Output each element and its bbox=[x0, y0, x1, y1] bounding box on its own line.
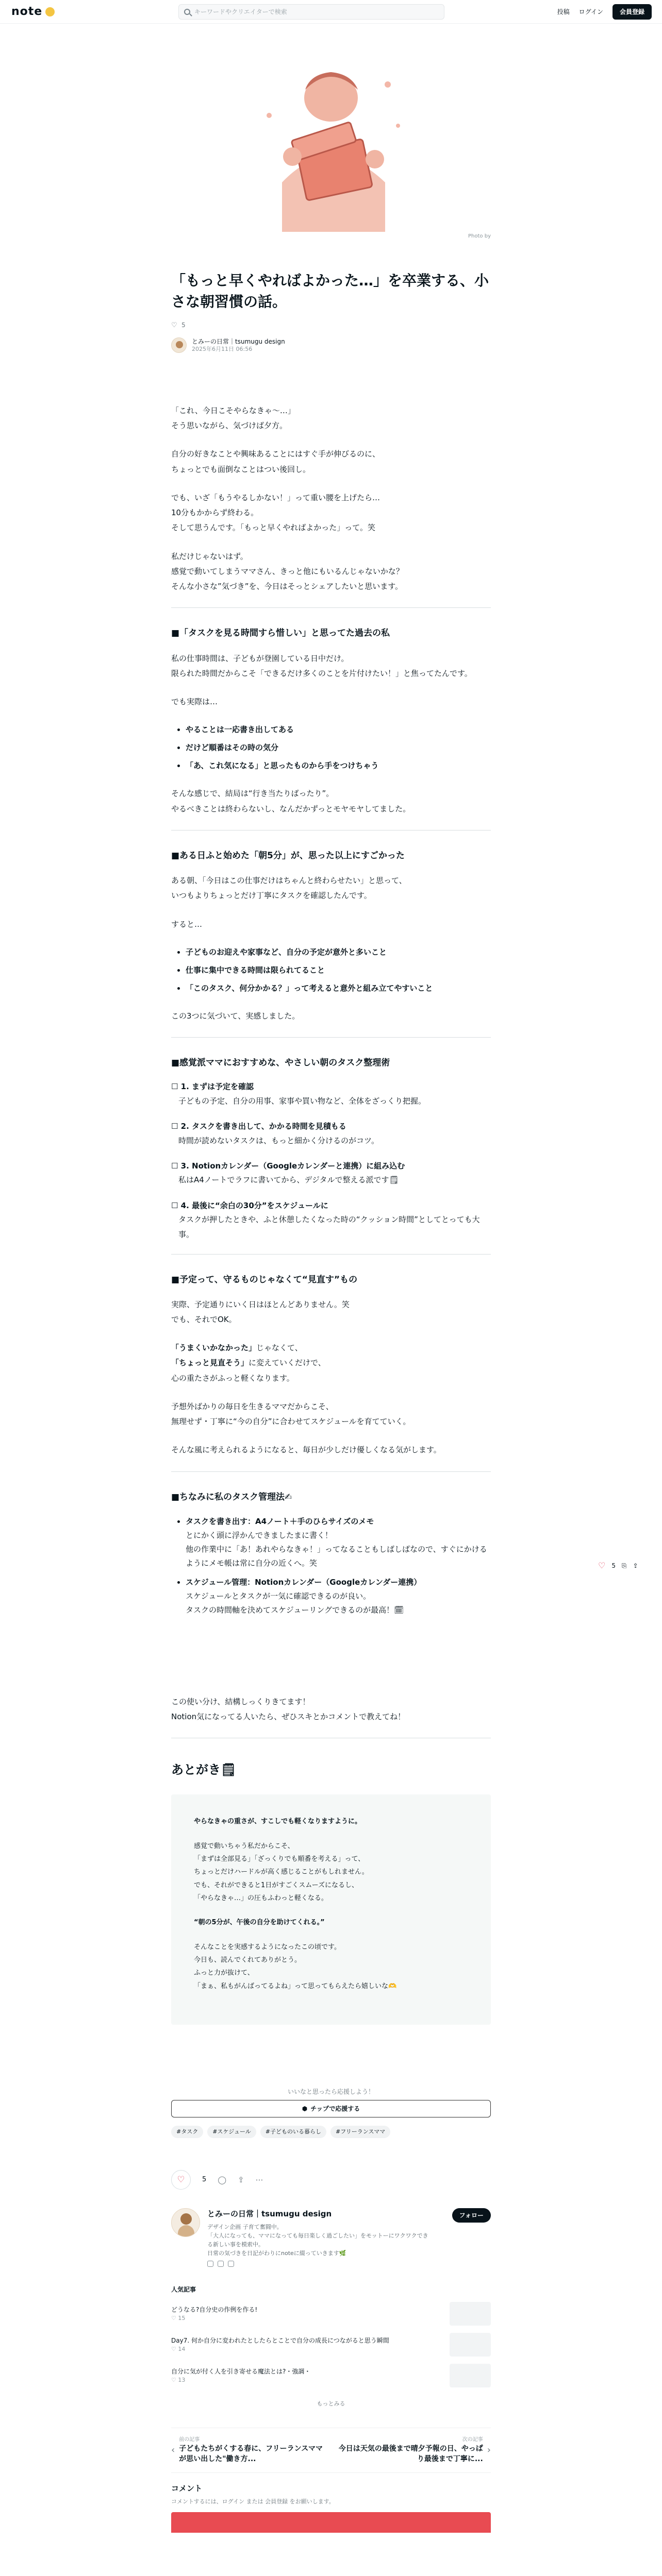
tag[interactable]: #フリーランスママ bbox=[330, 2126, 390, 2138]
author-row bbox=[171, 337, 491, 353]
thumbnail bbox=[450, 2364, 491, 2387]
creator-name[interactable]: とみーの日常｜tsumugu design bbox=[207, 2209, 332, 2218]
popular-title: どうなる?自分史の作例を作る! bbox=[171, 2306, 258, 2313]
text: じゃなくて、 bbox=[256, 1343, 303, 1353]
step-body: 私はA4ノートでラフに書いてから、デジタルで整える派です🗒 bbox=[178, 1175, 399, 1185]
step-item bbox=[171, 1199, 491, 1243]
popular-title: 自分に気が付く人を引き寄せる魔法とは?・強調・ bbox=[171, 2368, 311, 2375]
action-bar bbox=[171, 2170, 491, 2190]
author-name[interactable]: とみーの日常｜tsumugu design bbox=[192, 337, 285, 345]
list-item: • だけど順番はその時の気分 bbox=[186, 741, 491, 755]
list-item[interactable] bbox=[171, 2333, 491, 2357]
tag-list bbox=[171, 2126, 491, 2138]
list-item: • 「あ、これ気になる」と思ったものから手をつけちゃう bbox=[186, 759, 491, 773]
paragraph: 実際、予定通りにいく日はほとんどありません。笑 でも、それでOK。 bbox=[171, 1299, 350, 1324]
note-logo[interactable] bbox=[11, 5, 55, 19]
signup-button[interactable]: 会員登録 bbox=[613, 4, 652, 20]
thumbnail bbox=[450, 2333, 491, 2357]
paragraph bbox=[171, 1341, 491, 1386]
hero-image bbox=[171, 54, 491, 232]
list-item bbox=[186, 1575, 491, 1617]
section-heading: ■ちなみに私のタスク管理法✍ bbox=[171, 1492, 292, 1502]
more-link[interactable]: もっとみる bbox=[317, 2400, 345, 2407]
popular-likes: ♡ 13 bbox=[171, 2377, 186, 2383]
paragraph: そんな風に考えられるようになると、毎日が少しだけ優しくなる気がします。 bbox=[171, 1445, 441, 1455]
avatar[interactable] bbox=[171, 337, 187, 353]
divider bbox=[171, 1037, 491, 1038]
social-links bbox=[207, 2261, 429, 2267]
item-heading: • スケジュール管理：Notionカレンダー（Googleカレンダー連携） bbox=[186, 1577, 422, 1587]
quote-line: “朝の5分が、午後の自分を助けてくれる。” bbox=[194, 1919, 325, 1927]
tip-button[interactable] bbox=[171, 2100, 491, 2117]
list-item: • 仕事に集中できる時間は限られてること bbox=[186, 963, 491, 977]
afterword-quote bbox=[171, 1794, 491, 2025]
afterword-title: あとがき🗒 bbox=[171, 1762, 237, 1777]
global-header bbox=[0, 0, 662, 24]
meta-row bbox=[171, 319, 491, 331]
popular-likes: ♡ 14 bbox=[171, 2346, 186, 2352]
divider bbox=[171, 830, 491, 831]
list-item[interactable] bbox=[171, 2302, 491, 2326]
like-count: 5 bbox=[202, 2175, 207, 2183]
section-heading: ■「タスクを見る時間すら惜しい」と思ってた過去の私 bbox=[171, 628, 390, 639]
instagram-icon[interactable] bbox=[207, 2261, 213, 2267]
paragraph: 予想外ばかりの毎日を生きるママだからこそ、 無理せず・丁寧に“今の自分”に合わせてスケジュールを育てていく。 bbox=[171, 1401, 411, 1427]
tag[interactable]: #スケジュール bbox=[207, 2126, 256, 2138]
step-heading: ☐ 2. タスクを書き出して、かかる時間を見積もる bbox=[171, 1122, 346, 1131]
tag[interactable]: #タスク bbox=[171, 2126, 203, 2138]
paragraph: そんな感じで、結局は“行き当たりばったり”。 やるべきことは終わらないし、なんだかずっとモヤモヤしてました。 bbox=[171, 789, 411, 814]
paragraph: でも実際は… bbox=[171, 697, 218, 707]
step-item bbox=[171, 1080, 491, 1109]
article bbox=[171, 242, 491, 2533]
bullet-list bbox=[186, 945, 491, 995]
list-item: • やることは一応書き出してある bbox=[186, 723, 491, 737]
article-body bbox=[171, 403, 491, 2025]
step-item bbox=[171, 1160, 491, 1188]
quote-line: やらなきゃの重さが、すこしでも軽くなりますように。 bbox=[194, 1818, 362, 1826]
popular-likes: ♡ 15 bbox=[171, 2315, 186, 2321]
login-link[interactable]: ログイン bbox=[578, 8, 603, 15]
share-icon[interactable]: ⇪ bbox=[238, 2175, 244, 2184]
logo-mark-icon bbox=[45, 7, 55, 16]
share-icon[interactable]: ⇪ bbox=[633, 1562, 638, 1569]
thumbnail bbox=[450, 2302, 491, 2326]
item-heading: • タスクを書き出す：A4ノート＋手のひらサイズのメモ bbox=[186, 1516, 374, 1526]
step-item bbox=[171, 1120, 491, 1148]
divider bbox=[171, 1254, 491, 1255]
divider bbox=[171, 607, 491, 608]
next-label: 次の記事 bbox=[462, 2437, 483, 2443]
step-body: 時間が読めないタスクは、もっと細かく分けるのがコツ。 bbox=[178, 1136, 379, 1145]
list-item: • 「このタスク、何分かかる？」って考えると意外と組み立てやすいこと bbox=[186, 981, 491, 995]
support-section bbox=[171, 2087, 491, 2117]
divider bbox=[171, 1471, 491, 1472]
intro-paragraph: 「これ、今日こそやらなきゃ〜…」 そう思いながら、気づけば夕方。 bbox=[171, 405, 295, 431]
bullet-list bbox=[186, 1515, 491, 1617]
heart-icon[interactable]: ♡ bbox=[598, 1561, 606, 1570]
comments-heading: コメント bbox=[171, 2484, 203, 2493]
search-icon bbox=[184, 9, 190, 15]
emphasis: 「ちょっと見直そう」 bbox=[171, 1358, 249, 1368]
step-body: タスクが押したときや、ふと休憩したくなった時の“クッション時間”としてとっても大事。 bbox=[178, 1215, 480, 1240]
comment-icon[interactable]: ◯ bbox=[218, 2175, 227, 2184]
paragraph: ある朝、「今日はこの仕事だけはちゃんと終わらせたい」と思って、 いつもよりちょっとだけ丁寧にタスクを確認したんです。 bbox=[171, 876, 407, 901]
logo-text: note bbox=[11, 5, 43, 18]
quote-line: 感覚で動いちゃう私だからこそ、 「まずは全部見る」「ざっくりでも順番を考える」って、 ちょっとだけハードルが高く感じることがもしれません。 でも、それができると1日がすごくスムーズになるし、 「やらなきゃ…」の圧もふわっと軽くなる。 bbox=[194, 1842, 369, 1902]
tip-label: チップで応援する bbox=[310, 2105, 360, 2112]
article-nav bbox=[171, 2428, 491, 2473]
step-body: 子どもの予定、自分の用事、家事や買い物など、全体をざっくり把握。 bbox=[178, 1096, 426, 1106]
chevron-left-icon: ‹ bbox=[171, 2444, 175, 2455]
step-heading: ☐ 3. Notionカレンダー（Googleカレンダーと連携）に組み込む bbox=[171, 1161, 405, 1171]
intro-paragraph: 私だけじゃないはず。 感覚で動いてしまうママさん、きっと他にもいるんじゃないかな？ そんな小さな”気づき”を、今日はそっとシェアしたいと思います。 bbox=[171, 551, 404, 591]
promo-banner[interactable] bbox=[171, 2512, 491, 2533]
emphasis: 「うまくいかなかった」 bbox=[171, 1343, 257, 1353]
post-button[interactable]: 投稿 bbox=[557, 8, 570, 15]
intro-paragraph: でも、いざ「もうやるしかない！」って重い腰を上げたら… 10分もかからず終わる。 そして思うんです。「もっと早くやればよかった」って。笑 bbox=[171, 493, 380, 533]
article-title: 「もっと早くやればよかった…」を卒業する、小さな朝習慣の話。 bbox=[171, 272, 489, 310]
hero-illustration bbox=[171, 54, 491, 232]
step-heading: ☐ 4. 最後に“余白の30分”をスケジュールに bbox=[171, 1200, 328, 1210]
text: に変えていくだけで、 心の重たさがふっと軽くなります。 bbox=[171, 1358, 326, 1383]
photo-credit: Photo by bbox=[468, 233, 491, 239]
section-heading: ■予定って、守るものじゃなくて“見直す”もの bbox=[171, 1274, 358, 1285]
paragraph: すると… bbox=[171, 919, 203, 929]
support-label: いいなと思ったら応援しよう！ bbox=[287, 2088, 374, 2095]
tag[interactable]: #子どものいる暮らし bbox=[260, 2126, 326, 2138]
paragraph: この3つに気づいて、実感しました。 bbox=[171, 1011, 300, 1021]
section-heading: ■ある日ふと始めた「朝5分」が、思った以上にすごかった bbox=[171, 850, 405, 861]
step-heading: ☐ 1. まずは予定を確認 bbox=[171, 1082, 254, 1092]
post-date: 2025年6月11日 06:56 bbox=[192, 345, 253, 352]
item-body: とにかく頭に浮かんできましたまに書く！ 他の作業中に「あ！あれやらなきゃ！」ってなることもしばしばなので、すぐにかけるようにメモ帳は常に自分の近くへ。笑 bbox=[186, 1530, 487, 1568]
next-article[interactable] bbox=[336, 2436, 491, 2464]
list-item: • 子どものお迎えや家事など、自分の予定が意外と多いこと bbox=[186, 945, 491, 959]
bullet-list bbox=[186, 723, 491, 773]
side-like-count: 5 bbox=[611, 1562, 616, 1569]
prev-label: 前の記事 bbox=[179, 2437, 200, 2443]
more-icon[interactable]: ⋯ bbox=[255, 2175, 263, 2184]
follow-button[interactable]: フォロー bbox=[452, 2208, 491, 2223]
item-body: スケジュールとタスクが一気に確認できるのが良い。 タスクの時間軸を決めてスケジューリングできるのが最高！🗓 bbox=[186, 1591, 404, 1615]
section-heading: ■感覚派ママにおすすめな、やさしい朝のタスク整理術 bbox=[171, 1058, 390, 1069]
popular-articles bbox=[171, 2284, 491, 2408]
creator-card bbox=[171, 2208, 491, 2267]
bookmark-icon[interactable]: ⎘ bbox=[621, 1562, 627, 1569]
intro-paragraph: 自分の好きなことや興味あることにはすぐ手が伸びるのに、 ちょっとでも面倒なことはつい後回し。 bbox=[171, 449, 380, 474]
popular-title: Day7. 何か自分に変われたとしたらとことで自分の成長につながると思う瞬間 bbox=[171, 2337, 389, 2344]
comments-login-note: コメントするには、ログイン または 会員登録 をお願いします。 bbox=[171, 2498, 335, 2505]
prev-title: 子どもたちがくする春に、フリーランスママが思い出した"働き方... bbox=[179, 2445, 323, 2463]
tip-icon: ⬢ bbox=[302, 2105, 308, 2112]
avatar[interactable] bbox=[171, 2208, 200, 2237]
paragraph: この使い分け、結構しっくりきてます！ Notion気になってる人いたら、ぜひスキとかコメントで教えてね！ bbox=[171, 1697, 406, 1722]
search-input[interactable]: キーワードやクリエイターで検索 bbox=[194, 8, 287, 15]
floating-actions bbox=[598, 1561, 638, 1570]
creator-bio: デザイン企画 子育て奮闘中。 「大人になっても、ママになっても毎日楽しく過ごしたい」をモットーにワクワクできる新しい事を模索中。 日常の気づきを日記がわりにnoteに綴っていきます🌿 bbox=[207, 2224, 428, 2257]
quote-line: そんなことを実感するようになったこの頃です。 今日も、読んでくれてありがとう。 ふっと力が抜けて、 「まぁ、私もがんばってるよね」って思ってもらえたら嬉しいな🫶 bbox=[194, 1943, 397, 1990]
chevron-right-icon: › bbox=[487, 2444, 491, 2455]
list-item[interactable] bbox=[171, 2364, 491, 2387]
header-actions bbox=[557, 4, 652, 20]
link-icon[interactable] bbox=[218, 2261, 224, 2267]
like-count: 5 bbox=[181, 321, 186, 329]
heart-icon[interactable]: ♡ bbox=[171, 321, 177, 329]
rss-icon[interactable] bbox=[228, 2261, 234, 2267]
popular-heading: 人気記事 bbox=[171, 2286, 196, 2293]
list-item bbox=[186, 1515, 491, 1570]
like-button[interactable]: ♡ bbox=[171, 2170, 191, 2190]
prev-article[interactable] bbox=[171, 2436, 326, 2464]
paragraph: 私の仕事時間は、子どもが登園している日中だけ。 限られた時間だからこそ「できるだけ多くのことを片付けたい！」と焦ってたんです。 bbox=[171, 653, 472, 678]
search-box[interactable] bbox=[178, 4, 444, 20]
next-title: 今日は天気の最後まで晴夕予報の日、やっぱり最後まで丁寧に... bbox=[338, 2445, 483, 2463]
